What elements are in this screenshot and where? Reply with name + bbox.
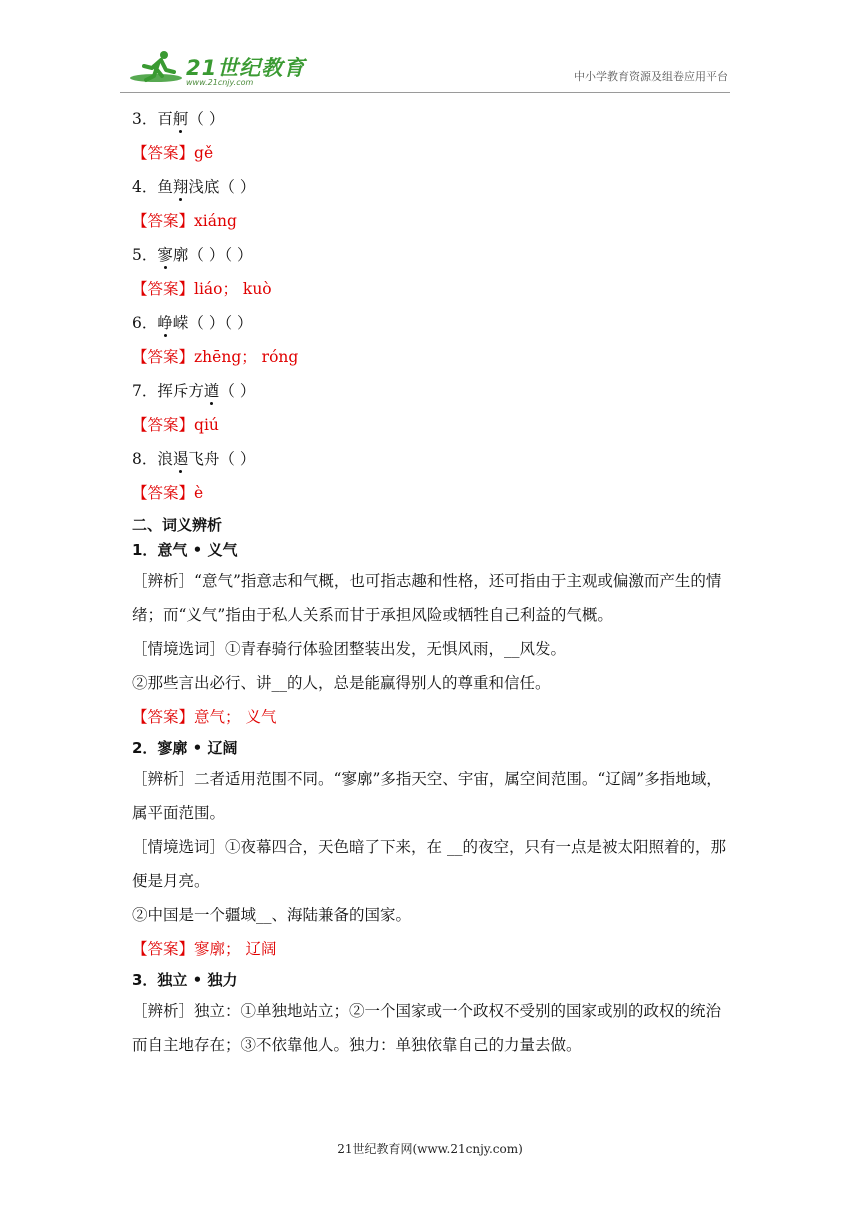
emphasized-char: 遏 (172, 450, 189, 468)
answer-value: 寥廓； 辽阔 (194, 940, 277, 958)
logo-url: www.21cnjy.com (186, 78, 254, 87)
pinyin-list (132, 102, 730, 510)
answer-line (132, 476, 730, 510)
answer-label: 【答案】 (132, 212, 195, 230)
page-header (120, 44, 730, 93)
word-comparison-2 (132, 734, 730, 966)
answer-label: 【答案】 (132, 708, 195, 726)
answer-value: xiáng (194, 212, 237, 230)
analysis-label: ［辨析］ (132, 770, 195, 788)
question-line: 3．百舸（ ） (132, 110, 225, 128)
logo (128, 50, 306, 87)
answer-label: 【答案】 (132, 144, 195, 162)
pinyin-item (132, 102, 730, 170)
comparison-title: 2．寥廓 • 辽阔 (132, 739, 238, 757)
runner-icon (128, 50, 184, 84)
question-line: 6．峥嵘（ ）（ ） (132, 314, 253, 332)
comparison-title: 1．意气 • 义气 (132, 541, 238, 559)
pinyin-item (132, 306, 730, 374)
pinyin-item (132, 238, 730, 306)
answer-label: 【答案】 (132, 416, 195, 434)
answer-line (132, 408, 730, 442)
answer-line (132, 136, 730, 170)
header-tagline: 中小学教育资源及组卷应用平台 (574, 70, 728, 83)
word-comparison-1 (132, 536, 730, 734)
answer-line (132, 340, 730, 374)
answer-line (132, 932, 730, 966)
answer-label: 【答案】 (132, 484, 195, 502)
page-footer: 21世纪教育网(www.21cnjy.com) (337, 1142, 523, 1156)
word-comparison-3 (132, 966, 730, 1062)
answer-value: qiú (194, 416, 219, 434)
analysis-label: ［辨析］ (132, 1002, 195, 1020)
pinyin-item (132, 170, 730, 238)
answer-line (132, 700, 730, 734)
emphasized-char: 翔 (172, 178, 189, 196)
answer-label: 【答案】 (132, 348, 195, 366)
analysis-label: ［辨析］ (132, 572, 195, 590)
answer-line (132, 272, 730, 306)
question-line: 8．浪遏飞舟（ ） (132, 450, 256, 468)
analysis-paragraph: ［辨析］二者适用范围不同。“寥廓”多指天空、宇宙，属空间范围。“辽阔”多指地域，属平面范围。 (132, 770, 722, 822)
analysis-paragraph: ［辨析］独立：①单独地站立；②一个国家或一个政权不受别的国家或别的政权的统治而自主地存在；③不依靠他人。独力：单独依靠自己的力量去做。 (132, 1002, 722, 1054)
emphasized-char: 舸 (172, 110, 189, 128)
comparison-title: 3．独立 • 独力 (132, 971, 238, 989)
context-sentence: ②中国是一个疆域__、海陆兼备的国家。 (132, 906, 412, 924)
context-sentence: ②那些言出必行、讲__的人，总是能赢得别人的尊重和信任。 (132, 674, 551, 692)
section-title: 二、词义辨析 (132, 516, 223, 534)
answer-value: gě (194, 144, 214, 162)
answer-value: 意气； 义气 (194, 708, 277, 726)
question-line: 4．鱼翔浅底（ ） (132, 178, 256, 196)
emphasized-char: 寥 (157, 246, 173, 264)
answer-value: zhēng； róng (194, 348, 299, 366)
pinyin-item (132, 374, 730, 442)
question-line: 7．挥斥方遒（ ） (132, 382, 256, 400)
answer-line (132, 204, 730, 238)
answer-value: è (194, 484, 204, 502)
emphasized-char: 遒 (203, 382, 220, 400)
answer-label: 【答案】 (132, 280, 195, 298)
document-body (132, 102, 730, 1062)
answer-label: 【答案】 (132, 940, 195, 958)
analysis-paragraph: ［辨析］“意气”指意志和气概，也可指志趣和性格，还可指由于主观或偏激而产生的情绪；而“义气”指由于私人关系而甘于承担风险或牺牲自己利益的气概。 (132, 572, 722, 624)
context-label: ［情境选词］ (132, 838, 226, 856)
context-sentence: ［情境选词］①青春骑行体验团整装出发，无惧风雨，__风发。 (132, 640, 567, 658)
pinyin-item (132, 442, 730, 510)
answer-value: liáo； kuò (194, 280, 272, 298)
question-line: 5．寥廓（ ）（ ） (132, 246, 253, 264)
context-label: ［情境选词］ (132, 640, 226, 658)
context-sentence: ［情境选词］①夜幕四合，天色暗了下来，在 __的夜空，只有一点是被太阳照着的，那便是月亮。 (132, 838, 726, 890)
emphasized-char: 峥 (157, 314, 173, 332)
logo-text: 21世纪教育 (186, 56, 306, 80)
